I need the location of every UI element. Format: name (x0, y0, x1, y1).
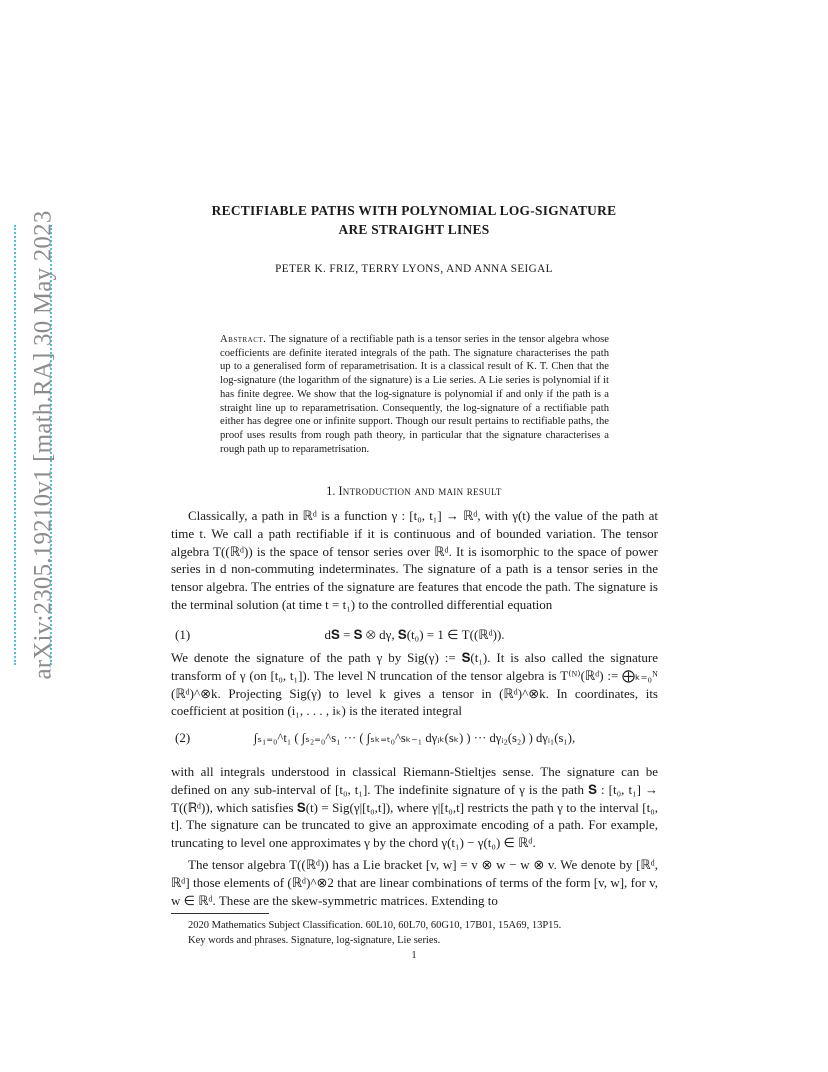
footnotes (171, 919, 658, 949)
arxiv-stamp[interactable] (23, 210, 65, 680)
section-title: Introduction and main result (338, 484, 502, 498)
paragraph-3: with all integrals understood in classical Riemann-Stieltjes sense. The signature can be defined on any sub-interval of [t₀, t₁]. The indefinite signature of γ is the path 𝐒 : [t₀, t₁] → T((ℝᵈ)), which satisfies 𝐒(t) = Sig(γ|[t₀,t]), where γ|[t₀,t] restricts the path γ to the interval [t₀, t]. The signature can be truncated to give an approximate encoding of a path. For example, truncating to level one approximates γ by the chord γ(t₁) − γ(t₀) ∈ ℝᵈ. (171, 764, 658, 851)
footnote-rule (171, 913, 269, 914)
equation-2-number: (2) (175, 730, 191, 745)
section-number: 1. (326, 484, 336, 498)
abstract (220, 333, 609, 456)
equation-1-content: d𝐒 = 𝐒 ⊗ dγ, 𝐒(t₀) = 1 ∈ T((ℝᵈ)). (324, 627, 505, 642)
paragraph-1: Classically, a path in ℝᵈ is a function γ : [t₀, t₁] → ℝᵈ, with γ(t) the value of the path at time t. We call a path rectifiable if it is continuous and of bounded variation. The tensor algebra T((ℝᵈ)) is the space of tensor series over ℝᵈ. It is isomorphic to the space of power series in d non-commuting indeterminates. The signature of a path is a tensor series in the tensor algebra. The entries of the signature are features that encode the path. The signature is the terminal solution (at time t = t₁) to the controlled differential equation (171, 508, 658, 612)
paragraph-2: We denote the signature of the path γ by Sig(γ) := 𝐒(t₁). It is also called the signature transform of γ (on [t₀, t₁]). The level N truncation of the tensor algebra is T⁽ᴺ⁾(ℝᵈ) := ⨁ₖ₌₀ᴺ (ℝᵈ)^⊗k. Projecting Sig(γ) to level k gives a tensor in (ℝᵈ)^⊗k. In coordinates, its coefficient at position (i₁, . . . , iₖ) is the iterated integral (171, 650, 658, 719)
abstract-label: Abstract. (220, 334, 267, 345)
page-number: 1 (411, 950, 417, 961)
footnote-msc: 2020 Mathematics Subject Classification. 60L10, 60L70, 60G10, 17B01, 15A69, 13P15. (188, 920, 562, 931)
abstract-text: The signature of a rectifiable path is a tensor series in the tensor algebra whose coefficients are definite iterated integrals of the path. The signature characterises the path up to a generalised form of reparametrisation. It is a classical result of K. T. Chen that the log-signature (the logarithm of the signature) is a Lie series. A Lie series is polynomial if it has finite degree. We show that the log-signature is polynomial if and only if the path is a straight line up to reparametrisation. Consequently, the log-signature of a rectifiable path either has degree one or infinite support. Though our result pertains to rectifiable paths, the proof uses results from rough path theory, in particular that the signature characterises a rough path up to reparametrisation. (220, 334, 609, 455)
footnote-keywords: Key words and phrases. Signature, log-signature, Lie series. (188, 934, 441, 946)
title-line-1: RECTIFIABLE PATHS WITH POLYNOMIAL LOG-SIGNATURE (211, 203, 617, 218)
section-heading (150, 484, 678, 499)
authors: PETER K. FRIZ, TERRY LYONS, AND ANNA SEIGAL (275, 263, 553, 275)
equation-2-content: ∫ₛ₁₌₀^t₁ ( ∫ₛ₂₌₀^s₁ ··· ( ∫ₛₖ₌ₜ₀^sₖ₋₁ dγᵢₖ(sₖ) ) ··· dγᵢ₂(s₂) ) dγᵢ₁(s₁), (253, 731, 576, 745)
paper-title (150, 201, 678, 239)
title-line-2: ARE STRAIGHT LINES (338, 222, 490, 237)
arxiv-id[interactable]: arXiv:2305.19210v1 [math.RA] 30 May 2023 (30, 210, 57, 680)
paragraph-4: The tensor algebra T((ℝᵈ)) has a Lie bracket [v, w] = v ⊗ w − w ⊗ v. We denote by [ℝᵈ, ℝᵈ] those elements of (ℝᵈ)^⊗2 that are linear combinations of terms of the form [v, w], for v, w ∈ ℝᵈ. These are the skew-symmetric matrices. Extending to (171, 857, 658, 908)
equation-1-number: (1) (175, 627, 191, 642)
